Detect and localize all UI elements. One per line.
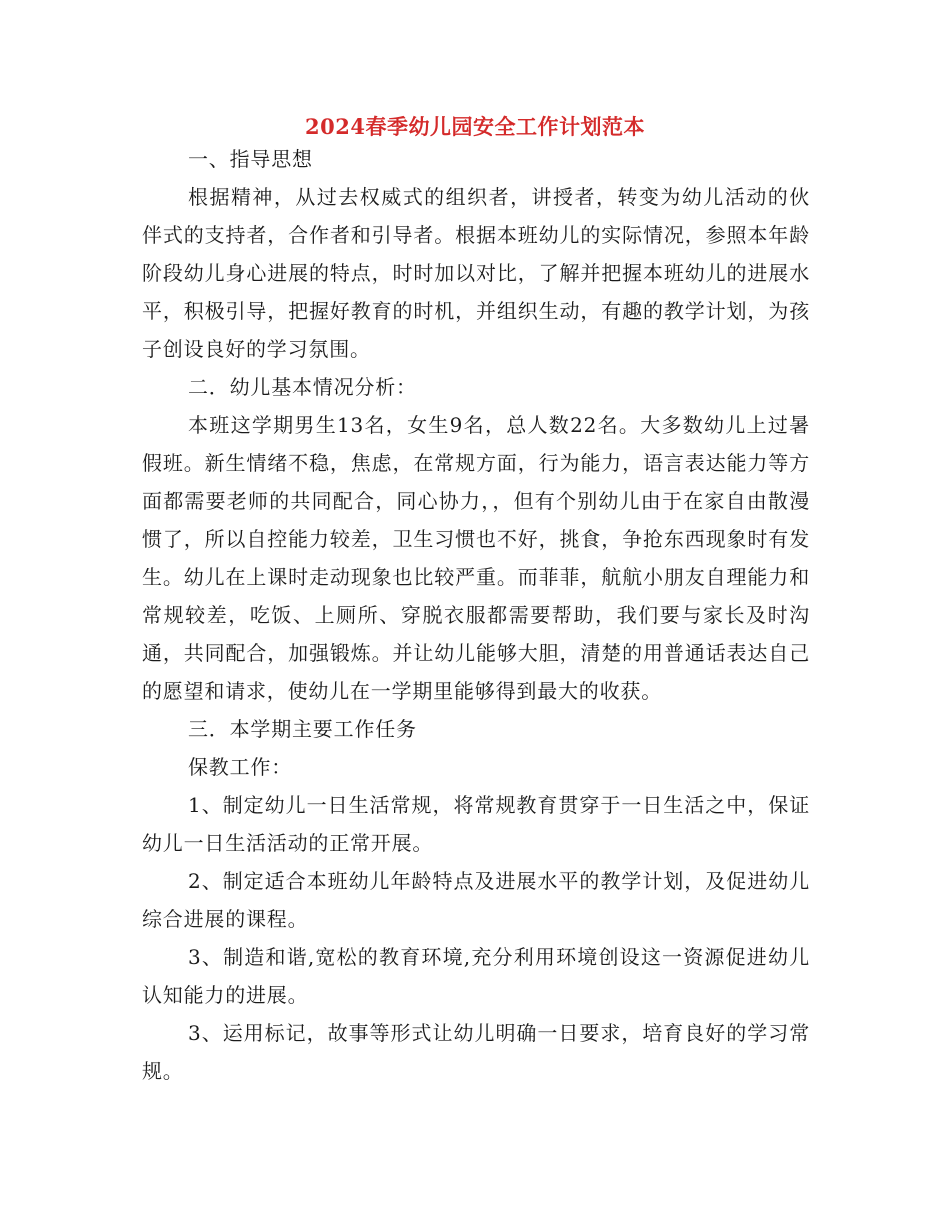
paragraph-guiding-thought: 根据精神，从过去权威式的组织者，讲授者，转变为幼儿活动的伙伴式的支持者，合作者和引导者。根据本班幼儿的实际情况，参照本年龄阶段幼儿身心进展的特点，时时加以对比，了解并把握本班幼儿的进展水平，积极引导，把握好教育的时机，并组织生动，有趣的教学计划，为孩子创设良好的学习氛围。 [142, 185, 810, 361]
section-heading-main-tasks: 三．本学期主要工作任务 [188, 717, 417, 741]
list-item: 3、制造和谐,宽松的教育环境,充分利用环境创设这一资源促进幼儿认知能力的进展。 [142, 945, 810, 1007]
section-heading-child-analysis: 二．幼儿基本情况分析： [188, 375, 417, 399]
document-body [142, 140, 810, 1090]
section-heading-guiding-thought: 一、指导思想 [188, 147, 313, 171]
list-item: 1、制定幼儿一日生活常规，将常规教育贯穿于一日生活之中，保证幼儿一日生活活动的正常开展。 [142, 793, 810, 855]
sub-heading-care-education: 保教工作： [188, 755, 292, 779]
document-title: 2024春季幼儿园安全工作计划范本 [305, 114, 645, 139]
list-item: 3、运用标记，故事等形式让幼儿明确一日要求，培育良好的学习常规。 [142, 1021, 810, 1083]
list-item: 2、制定适合本班幼儿年龄特点及进展水平的教学计划，及促进幼儿综合进展的课程。 [142, 869, 810, 931]
paragraph-child-analysis: 本班这学期男生13名，女生9名，总人数22名。大多数幼儿上过暑假班。新生情绪不稳，焦虑，在常规方面，行为能力，语言表达能力等方面都需要老师的共同配合，同心协力，，但有个别幼儿由于在家自由散漫惯了，所以自控能力较差，卫生习惯也不好，挑食，争抢东西现象时有发生。幼儿在上课时走动现象也比较严重。而菲菲，航航小朋友自理能力和常规较差，吃饭、上厕所、穿脱衣服都需要帮助，我们要与家长及时沟通，共同配合，加强锻炼。并让幼儿能够大胆，清楚的用普通话表达自己的愿望和请求，使幼儿在一学期里能够得到最大的收获。 [142, 413, 810, 703]
